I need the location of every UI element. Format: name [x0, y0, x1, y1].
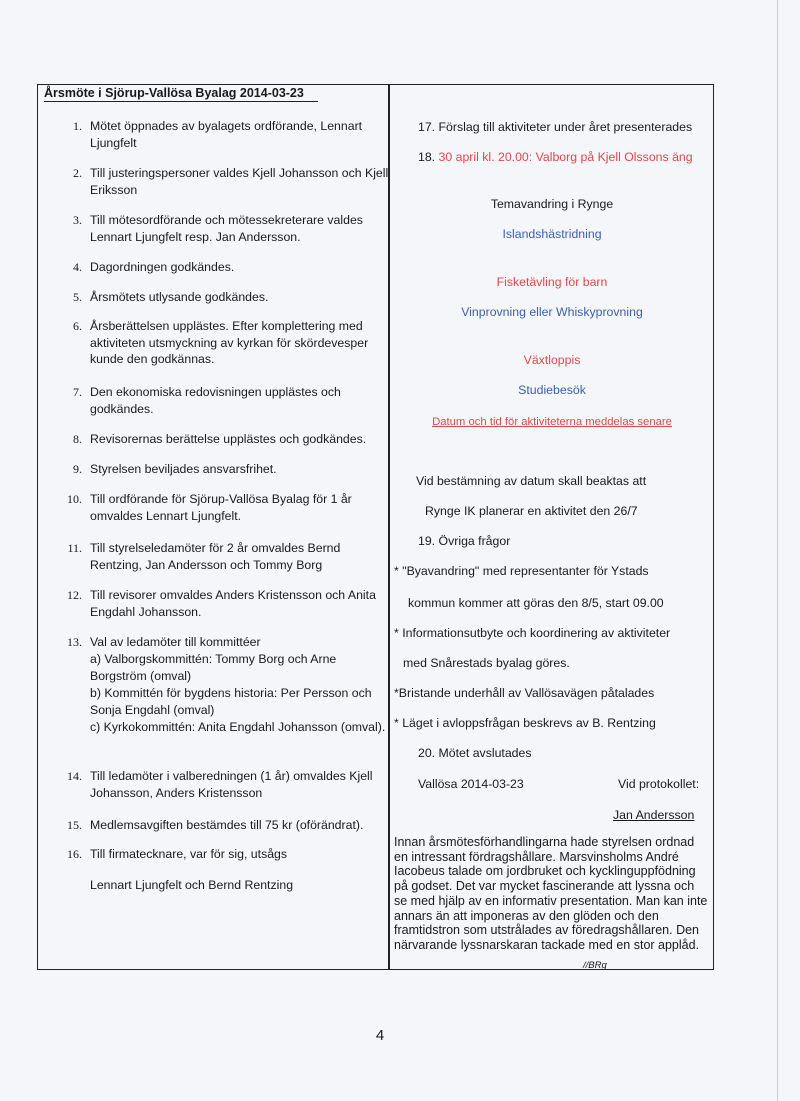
secretary-signature: Jan Andersson [613, 808, 695, 822]
activity-vinprovning: Vinprovning eller Whiskyprovning [461, 305, 643, 319]
bullet-information: * Informationsutbyte och koordinering av aktiviteter [394, 626, 671, 640]
activity-fisketavling: Fisketävling för barn [496, 275, 608, 289]
author-initials: //BRg [583, 960, 607, 971]
page-edge [777, 0, 778, 1101]
item-20: 20. Mötet avslutades [418, 746, 532, 760]
activity-vaxtloppis: Växtloppis [523, 353, 581, 367]
activity-studiebesok: Studiebesök [518, 383, 586, 397]
protocol-label: Vid protokollet: [618, 777, 700, 791]
item-17: 17. Förslag till aktiviteter under året presenterades [418, 120, 693, 134]
bullet-information-cont: med Snårestads byalag göres. [403, 656, 570, 670]
bullet-vallosavagen: *Bristande underhåll av Vallösavägen påtalades [394, 686, 655, 700]
bullet-byavandring-cont: kommun kommer att göras den 8/5, start 09.00 [408, 596, 664, 610]
bullet-byavandring: * "Byavandring" med representanter för Ystads [394, 564, 649, 578]
activity-date-note: Datum och tid för aktiviteterna meddelas senare [432, 416, 672, 428]
page-number: 4 [375, 1027, 385, 1044]
date-consideration: Vid bestämning av datum skall beaktas att [416, 474, 647, 488]
document-title: Årsmöte i Sjörup-Vallösa Byalag 2014-03-23 [44, 86, 318, 102]
lecture-note: Innan årsmötesförhandlingarna hade styrelsen ordnad en intressant fördragshållare. Marsvinsholms André Iacobeus talade om jordbruket och kycklinguppfödning på godset. Det var mycket fascinerande att lyssna och se med hjälp av en informativ presentation. Man kan inte annars än att imponeras av den glöden och den framtidstron som utstrålades av föredragshållaren. Den närvarande lyssnarskaran tackade med en stor applåd. [394, 835, 708, 952]
activity-islandshast: Islandshästridning [502, 227, 602, 241]
place-date: Vallösa 2014-03-23 [418, 777, 524, 791]
item-19: 19. Övriga frågor [418, 534, 511, 548]
bullet-avlopp: * Läget i avloppsfrågan beskrevs av B. Rentzing [394, 716, 656, 730]
item-18: 18. 30 april kl. 20.00: Valborg på Kjell Olssons äng [418, 150, 693, 164]
activity-temavandring: Temavandring i Rynge [490, 197, 614, 211]
rynge-ik-note: Rynge IK planerar en aktivitet den 26/7 [425, 504, 638, 518]
